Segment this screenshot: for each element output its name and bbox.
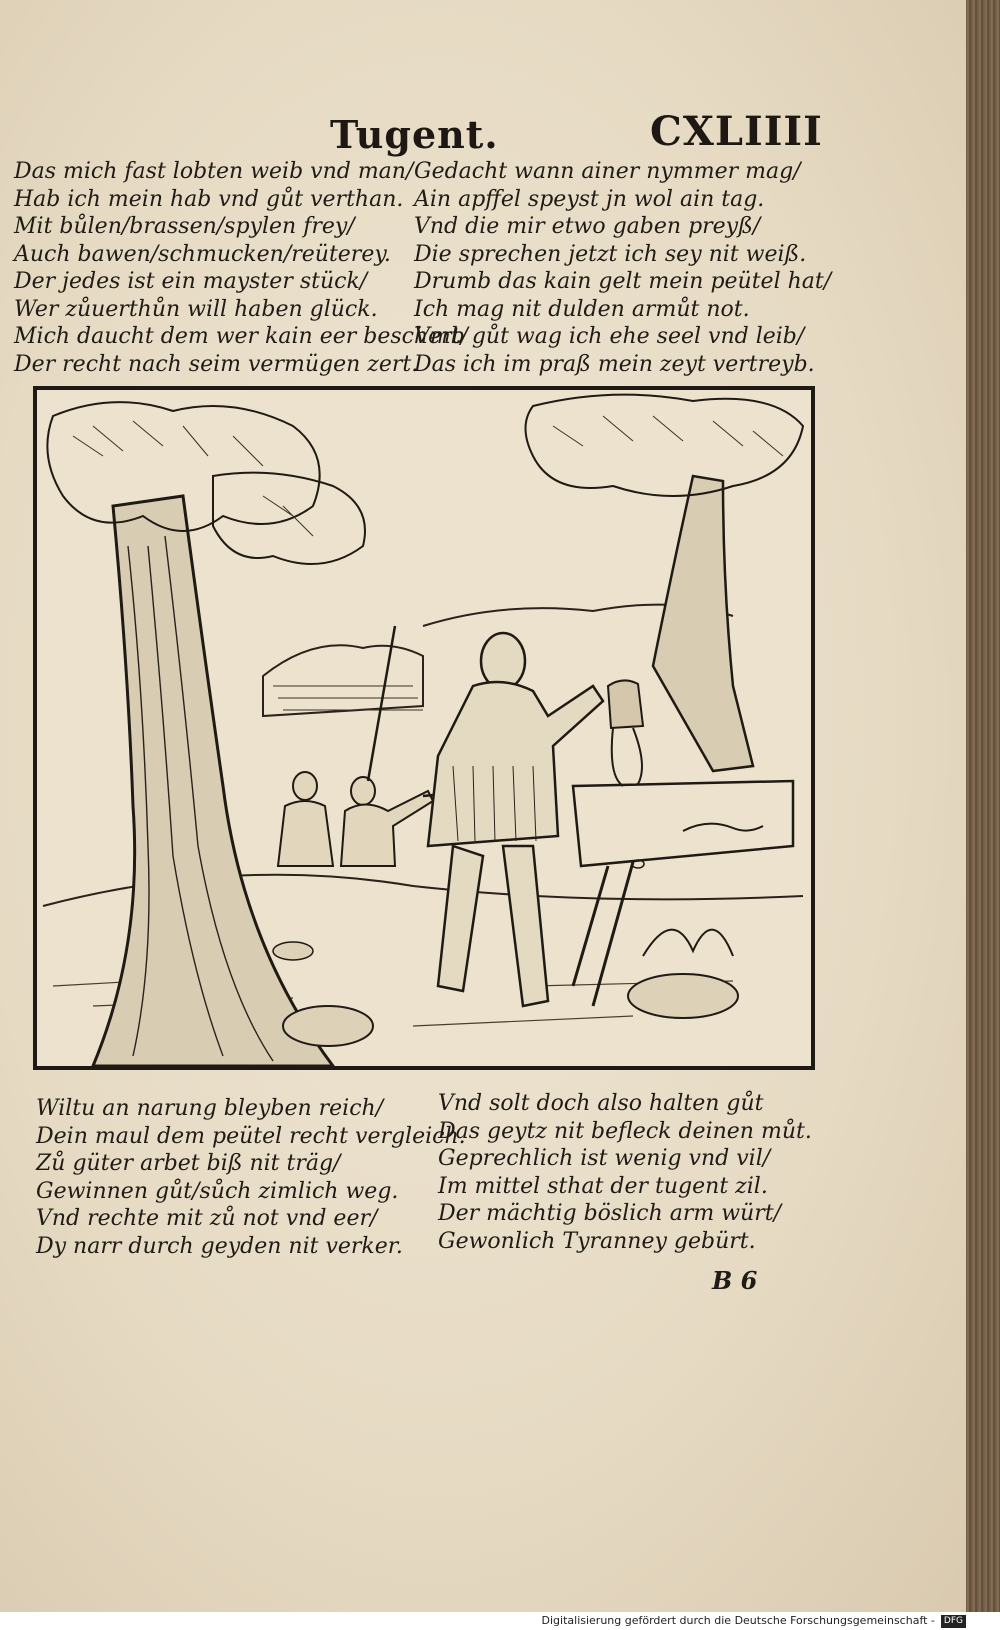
verse-column-bottom-right — [438, 1090, 812, 1255]
verse-line: Wer zůuerthůn will haben glück. — [14, 296, 378, 322]
verse-line: Zů güter arbet biß nit träg/ — [36, 1151, 341, 1176]
verse-line: Mich daucht dem wer kain eer beschert/ — [14, 324, 468, 349]
verse-line: Im mittel sthat der tugent zil. — [438, 1173, 768, 1199]
verse-line: Auch bawen/schmucken/reüterey. — [14, 241, 391, 267]
woodcut-illustration — [33, 386, 815, 1070]
digitization-footer — [0, 1612, 1000, 1630]
verse-line: Dy narr durch geyden nit verker. — [36, 1233, 403, 1259]
folio-number: CXLIIII — [650, 108, 823, 155]
footer-credit: Digitalisierung gefördert durch die Deutsche Forschungsgemeinschaft - — [541, 1614, 935, 1627]
verse-line: Das ich im praß mein zeyt vertreyb. — [414, 351, 815, 377]
verse-line: Gewonlich Tyranney gebürt. — [438, 1228, 756, 1254]
verse-line: Vnd die mir etwo gaben preyß/ — [414, 214, 761, 239]
verse-line: Drumb das kain gelt mein peütel hat/ — [414, 269, 832, 294]
verse-column-top-right — [414, 158, 831, 378]
verse-line: Das mich fast lobten weib vnd man/ — [14, 159, 414, 184]
verse-line: Der recht nach seim vermügen zert. — [14, 351, 419, 377]
verse-line: Hab ich mein hab vnd gůt verthan. — [14, 186, 404, 212]
verse-line: Geprechlich ist wenig vnd vil/ — [438, 1146, 771, 1171]
dfg-logo: DFG — [941, 1615, 966, 1628]
verse-line: Vnd solt doch also halten gůt — [438, 1091, 764, 1116]
book-page-edges — [966, 0, 1000, 1612]
verse-line: Ich mag nit dulden armůt not. — [414, 296, 750, 322]
verse-line: Das geytz nit befleck deinen můt. — [438, 1118, 812, 1144]
verse-line: Gedacht wann ainer nymmer mag/ — [414, 159, 801, 184]
verse-column-bottom-left — [36, 1095, 466, 1260]
verse-line: Der jedes ist ein mayster stück/ — [14, 269, 368, 294]
verse-line: Die sprechen jetzt ich sey nit weiß. — [414, 241, 807, 267]
signature-mark: B 6 — [712, 1266, 758, 1295]
verse-line: Der mächtig böslich arm würt/ — [438, 1201, 782, 1226]
verse-line: Mit bůlen/brassen/spylen frey/ — [14, 214, 355, 239]
verse-line: Ain apffel speyst jn wol ain tag. — [414, 186, 765, 212]
verse-column-top-left — [14, 158, 468, 378]
verse-line: Vmb gůt wag ich ehe seel vnd leib/ — [414, 324, 805, 349]
verse-line: Vnd rechte mit zů not vnd eer/ — [36, 1206, 378, 1231]
verse-line: Gewinnen gůt/sůch zimlich weg. — [36, 1178, 399, 1204]
running-title: Tugent. — [330, 112, 499, 157]
verse-line: Wiltu an narung bleyben reich/ — [36, 1096, 384, 1121]
verse-line: Dein maul dem peütel recht vergleich. — [36, 1123, 466, 1149]
